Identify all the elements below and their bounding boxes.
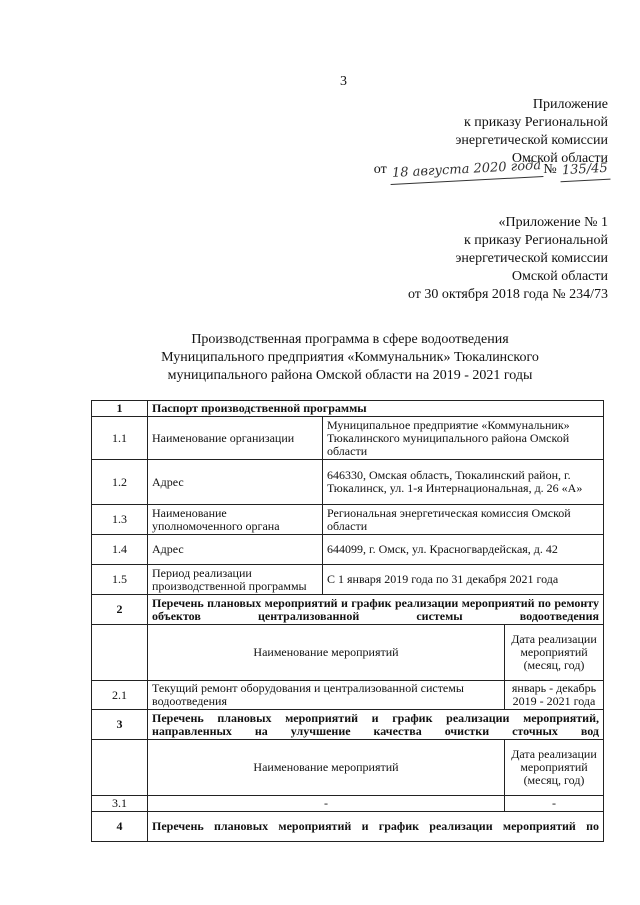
appendix-quote-line: энергетической комиссии [455, 251, 608, 266]
table-row [92, 565, 604, 595]
appendix-quote [408, 214, 608, 304]
program-table [91, 400, 604, 842]
row-date: январь - декабрь 2019 - 2021 года [505, 681, 604, 710]
handwritten-number: 135/45 [560, 159, 611, 183]
section-number: 1 [92, 401, 148, 417]
row-date: - [505, 796, 604, 812]
title-line: Муниципального предприятия «Коммунальник» Тюкалинского [161, 350, 539, 365]
section-title: Паспорт производственной программы [148, 401, 604, 417]
section-number: 2 [92, 595, 148, 625]
appendix-line: к приказу Региональной [463, 115, 608, 130]
column-header-date: Дата реализации мероприятий (месяц, год) [505, 625, 604, 681]
row-value: С 1 января 2019 года по 31 декабря 2021 года [323, 565, 604, 595]
row-activity: - [148, 796, 505, 812]
section-row [92, 401, 604, 417]
row-label: Наименование уполномоченного органа [148, 505, 323, 535]
order-date-line [374, 160, 610, 181]
document-title [60, 331, 640, 385]
empty-cell [92, 625, 148, 681]
table-row [92, 505, 604, 535]
appendix-quote-line: Омской области [511, 269, 608, 284]
appendix-line: энергетической комиссии [455, 133, 608, 148]
table-row [92, 417, 604, 460]
column-header-name: Наименование мероприятий [148, 740, 505, 796]
row-value: Муниципальное предприятие «Коммунальник» Тюкалинского муниципального района Омской области [323, 417, 604, 460]
row-label: Адрес [148, 535, 323, 565]
row-number: 1.2 [92, 460, 148, 505]
appendix-quote-line: от 30 октября 2018 года № 234/73 [407, 287, 608, 302]
table-row [92, 460, 604, 505]
appendix-quote-line: «Приложение № 1 [498, 215, 608, 230]
section-row [92, 710, 604, 740]
row-label: Период реализации производственной программы [148, 565, 323, 595]
date-prefix: от [373, 162, 387, 177]
section-title: Перечень плановых мероприятий и график реализации мероприятий по [148, 812, 604, 842]
section-number: 4 [92, 812, 148, 842]
row-value: 646330, Омская область, Тюкалинский район, г. Тюкалинск, ул. 1-я Интернациональная, д. 26 «А» [323, 460, 604, 505]
page-number: 3 [340, 74, 347, 89]
section-number: 3 [92, 710, 148, 740]
section-row [92, 595, 604, 625]
empty-cell [92, 740, 148, 796]
section-row [92, 812, 604, 842]
row-number: 1.5 [92, 565, 148, 595]
row-label: Адрес [148, 460, 323, 505]
appendix-line: Омской области [511, 151, 608, 166]
row-number: 1.4 [92, 535, 148, 565]
table-header-row [92, 625, 604, 681]
row-number: 1.3 [92, 505, 148, 535]
row-activity: Текущий ремонт оборудования и централизованной системы водоотведения [148, 681, 505, 710]
table-row [92, 535, 604, 565]
row-value: Региональная энергетическая комиссия Омской области [323, 505, 604, 535]
table-row [92, 681, 604, 710]
row-label: Наименование организации [148, 417, 323, 460]
handwritten-date: 18 августа 2020 года [390, 156, 544, 185]
column-header-name: Наименование мероприятий [148, 625, 505, 681]
appendix-quote-line: к приказу Региональной [463, 233, 608, 248]
row-value: 644099, г. Омск, ул. Красногвардейская, д. 42 [323, 535, 604, 565]
section-title: Перечень плановых мероприятий и график реализации мероприятий, направленных на улучшение качества очистки сточных вод [148, 710, 604, 740]
column-header-date: Дата реализации мероприятий (месяц, год) [505, 740, 604, 796]
title-line: Производственная программа в сфере водоотведения [191, 332, 509, 347]
table-row [92, 796, 604, 812]
title-line: муниципального района Омской области на 2019 - 2021 годы [167, 368, 533, 383]
appendix-line: Приложение [532, 97, 608, 112]
number-prefix: № [543, 162, 557, 177]
section-title: Перечень плановых мероприятий и график реализации мероприятий по ремонту объектов централизованной системы водоотведения [148, 595, 604, 625]
row-number: 2.1 [92, 681, 148, 710]
row-number: 3.1 [92, 796, 148, 812]
row-number: 1.1 [92, 417, 148, 460]
table-header-row [92, 740, 604, 796]
